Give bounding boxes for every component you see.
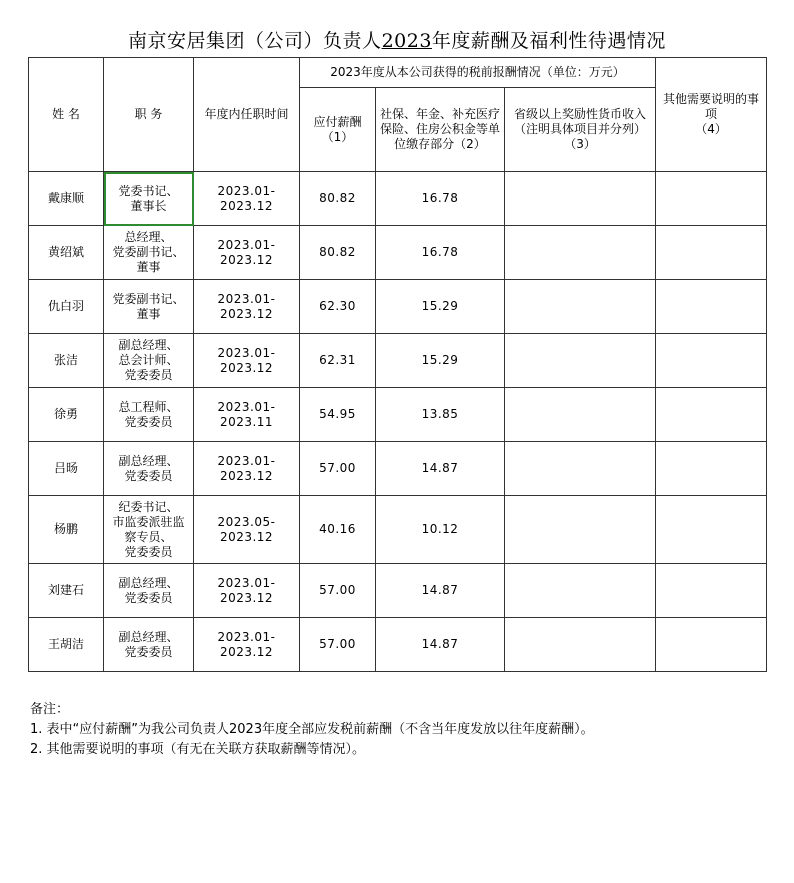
table-row	[29, 226, 767, 280]
other-cell[interactable]	[656, 618, 767, 672]
title-year: 2023	[381, 30, 432, 52]
term-cell[interactable]: 2023.01- 2023.11	[194, 388, 300, 442]
table-body	[29, 172, 767, 672]
table-row	[29, 442, 767, 496]
header-position: 职 务	[104, 58, 194, 172]
term-cell[interactable]: 2023.01- 2023.12	[194, 280, 300, 334]
table-row	[29, 564, 767, 618]
position-cell[interactable]: 纪委书记、 市监委派驻监 察专员、 党委委员	[104, 496, 194, 564]
name-cell[interactable]: 刘建石	[29, 564, 104, 618]
term-cell[interactable]: 2023.01- 2023.12	[194, 172, 300, 226]
provincial-cell[interactable]	[505, 442, 656, 496]
name-cell[interactable]: 吕旸	[29, 442, 104, 496]
term-cell[interactable]: 2023.01- 2023.12	[194, 564, 300, 618]
name-cell[interactable]: 王胡洁	[29, 618, 104, 672]
term-cell[interactable]: 2023.01- 2023.12	[194, 226, 300, 280]
salary-cell[interactable]: 57.00	[300, 564, 376, 618]
social-cell[interactable]: 10.12	[376, 496, 505, 564]
header-other: 其他需要说明的事项 （4）	[656, 58, 767, 172]
notes-heading: 备注：	[30, 702, 70, 717]
note-item: 2. 其他需要说明的事项（有无在关联方获取薪酬等情况）。	[30, 742, 366, 757]
provincial-cell[interactable]	[505, 388, 656, 442]
provincial-cell[interactable]	[505, 280, 656, 334]
header-provincial: 省级以上奖励性货币收入（注明具体项目并分列） （3）	[505, 88, 656, 172]
social-cell[interactable]: 15.29	[376, 280, 505, 334]
title-prefix: 南京安居集团（公司）负责人	[128, 30, 382, 52]
salary-cell[interactable]: 54.95	[300, 388, 376, 442]
salary-cell[interactable]: 62.31	[300, 334, 376, 388]
other-cell[interactable]	[656, 226, 767, 280]
provincial-cell[interactable]	[505, 564, 656, 618]
other-cell[interactable]	[656, 280, 767, 334]
table-row	[29, 334, 767, 388]
term-cell[interactable]: 2023.01- 2023.12	[194, 334, 300, 388]
term-cell[interactable]: 2023.05- 2023.12	[194, 496, 300, 564]
salary-cell[interactable]: 40.16	[300, 496, 376, 564]
salary-cell[interactable]: 57.00	[300, 618, 376, 672]
salary-cell[interactable]: 80.82	[300, 226, 376, 280]
other-cell[interactable]	[656, 496, 767, 564]
header-social: 社保、年金、补充医疗保险、住房公积金等单位缴存部分（2）	[376, 88, 505, 172]
provincial-cell[interactable]	[505, 334, 656, 388]
header-salary: 应付薪酬 （1）	[300, 88, 376, 172]
table-row	[29, 280, 767, 334]
salary-cell[interactable]: 80.82	[300, 172, 376, 226]
provincial-cell[interactable]	[505, 226, 656, 280]
social-cell[interactable]: 16.78	[376, 226, 505, 280]
header-name: 姓 名	[29, 58, 104, 172]
name-cell[interactable]: 徐勇	[29, 388, 104, 442]
other-cell[interactable]	[656, 442, 767, 496]
name-cell[interactable]: 戴康顺	[29, 172, 104, 226]
name-cell[interactable]: 黄绍斌	[29, 226, 104, 280]
other-cell[interactable]	[656, 334, 767, 388]
position-cell[interactable]: 副总经理、 党委委员	[104, 564, 194, 618]
header-group: 2023年度从本公司获得的税前报酬情况（单位：万元）	[300, 58, 656, 88]
table-row	[29, 496, 767, 564]
compensation-table	[28, 57, 767, 672]
other-cell[interactable]	[656, 564, 767, 618]
salary-cell[interactable]: 62.30	[300, 280, 376, 334]
other-cell[interactable]	[656, 388, 767, 442]
social-cell[interactable]: 15.29	[376, 334, 505, 388]
position-cell[interactable]: 总工程师、 党委委员	[104, 388, 194, 442]
position-cell[interactable]: 党委书记、 董事长	[104, 172, 194, 226]
name-cell[interactable]: 张洁	[29, 334, 104, 388]
header-row-1	[29, 58, 767, 88]
salary-cell[interactable]: 57.00	[300, 442, 376, 496]
position-cell[interactable]: 副总经理、 总会计师、 党委委员	[104, 334, 194, 388]
position-cell[interactable]: 总经理、 党委副书记、 董事	[104, 226, 194, 280]
social-cell[interactable]: 14.87	[376, 442, 505, 496]
notes-section	[30, 700, 770, 760]
position-cell[interactable]: 党委副书记、 董事	[104, 280, 194, 334]
term-cell[interactable]: 2023.01- 2023.12	[194, 442, 300, 496]
provincial-cell[interactable]	[505, 496, 656, 564]
position-cell[interactable]: 副总经理、 党委委员	[104, 618, 194, 672]
name-cell[interactable]: 仇白羽	[29, 280, 104, 334]
note-item: 1. 表中“应付薪酬”为我公司负责人2023年度全部应发税前薪酬（不含当年度发放以往年度薪酬）。	[30, 722, 594, 737]
social-cell[interactable]: 14.87	[376, 564, 505, 618]
table-row	[29, 172, 767, 226]
name-cell[interactable]: 杨鹏	[29, 496, 104, 564]
position-cell[interactable]: 副总经理、 党委委员	[104, 442, 194, 496]
page-title	[0, 26, 794, 53]
social-cell[interactable]: 14.87	[376, 618, 505, 672]
social-cell[interactable]: 13.85	[376, 388, 505, 442]
table-row	[29, 618, 767, 672]
table-row	[29, 388, 767, 442]
provincial-cell[interactable]	[505, 172, 656, 226]
term-cell[interactable]: 2023.01- 2023.12	[194, 618, 300, 672]
other-cell[interactable]	[656, 172, 767, 226]
provincial-cell[interactable]	[505, 618, 656, 672]
social-cell[interactable]: 16.78	[376, 172, 505, 226]
title-suffix: 年度薪酬及福利性待遇情况	[431, 30, 666, 52]
header-term: 年度内任职时间	[194, 58, 300, 172]
